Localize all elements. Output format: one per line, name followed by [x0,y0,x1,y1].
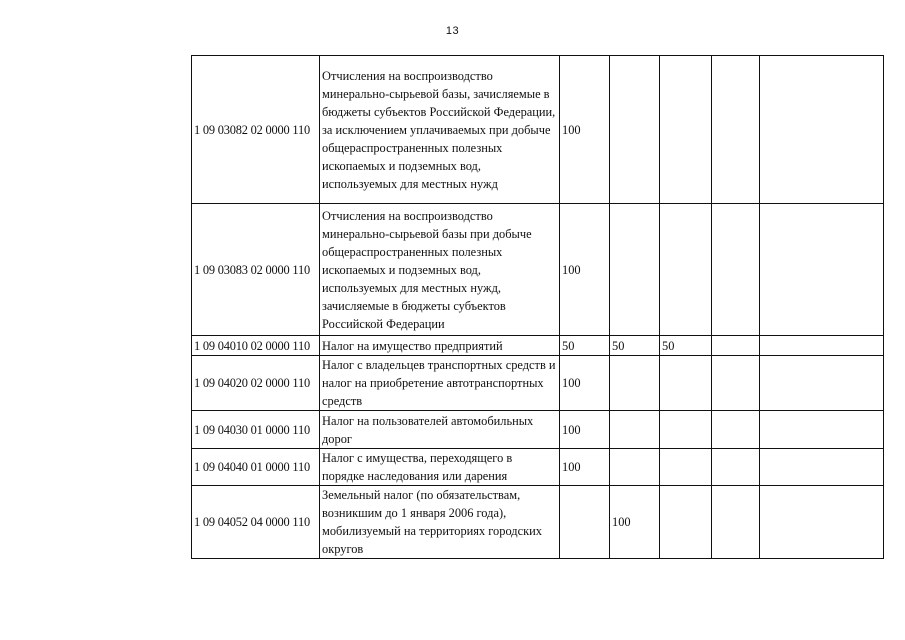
value-cell [760,411,884,449]
table-row [192,356,884,411]
revenue-code: 1 09 04052 04 0000 110 [192,486,320,559]
table-row [192,411,884,449]
value-cell: 100 [560,449,610,486]
value-cell: 100 [560,356,610,411]
table-row [192,449,884,486]
value-cell [560,486,610,559]
value-cell [610,411,660,449]
revenue-name: Налог с имущества, переходящего в порядке наследования или дарения [320,449,560,486]
revenue-name: Налог на пользователей автомобильных дорог [320,411,560,449]
value-cell: 100 [610,486,660,559]
revenue-code: 1 09 04020 02 0000 110 [192,356,320,411]
value-cell [760,56,884,204]
revenue-code: 1 09 04010 02 0000 110 [192,336,320,356]
value-cell [660,356,712,411]
value-cell [712,449,760,486]
value-cell [712,411,760,449]
value-cell [712,486,760,559]
table-row [192,336,884,356]
value-cell [610,449,660,486]
value-cell [760,204,884,336]
table-row [192,204,884,336]
value-cell [660,411,712,449]
value-cell [760,356,884,411]
revenue-code: 1 09 04030 01 0000 110 [192,411,320,449]
revenue-code: 1 09 03083 02 0000 110 [192,204,320,336]
value-cell [712,336,760,356]
revenue-name: Налог с владельцев транспортных средств и налог на приобретение автотранспортных средств [320,356,560,411]
value-cell [660,204,712,336]
value-cell [760,336,884,356]
revenue-name: Отчисления на воспроизводство минерально-сырьевой базы, зачисляемые в бюджеты субъектов Российской Федерации, за исключением уплачиваемых при добыче общераспространенных полезных ископаемых и подземных вод, используемых для местных нужд [320,56,560,204]
revenue-code: 1 09 04040 01 0000 110 [192,449,320,486]
budget-revenue-table [191,55,884,559]
value-cell: 100 [560,56,610,204]
value-cell: 50 [660,336,712,356]
value-cell [610,56,660,204]
revenue-name: Отчисления на воспроизводство минерально-сырьевой базы при добыче общераспространенных полезных ископаемых и подземных вод, используемых для местных нужд, зачисляемые в бюджеты субъектов Российской Федерации [320,204,560,336]
page-number: 13 [445,25,460,37]
value-cell: 100 [560,204,610,336]
table-row [192,56,884,204]
value-cell [760,449,884,486]
value-cell [610,356,660,411]
value-cell: 50 [610,336,660,356]
table-row [192,486,884,559]
value-cell [660,56,712,204]
value-cell [610,204,660,336]
value-cell [712,356,760,411]
value-cell [660,449,712,486]
value-cell: 50 [560,336,610,356]
value-cell [760,486,884,559]
value-cell [712,204,760,336]
revenue-name: Земельный налог (по обязательствам, возникшим до 1 января 2006 года), мобилизуемый на территориях городских округов [320,486,560,559]
value-cell [660,486,712,559]
value-cell [712,56,760,204]
value-cell: 100 [560,411,610,449]
revenue-name: Налог на имущество предприятий [320,336,560,356]
revenue-code: 1 09 03082 02 0000 110 [192,56,320,204]
